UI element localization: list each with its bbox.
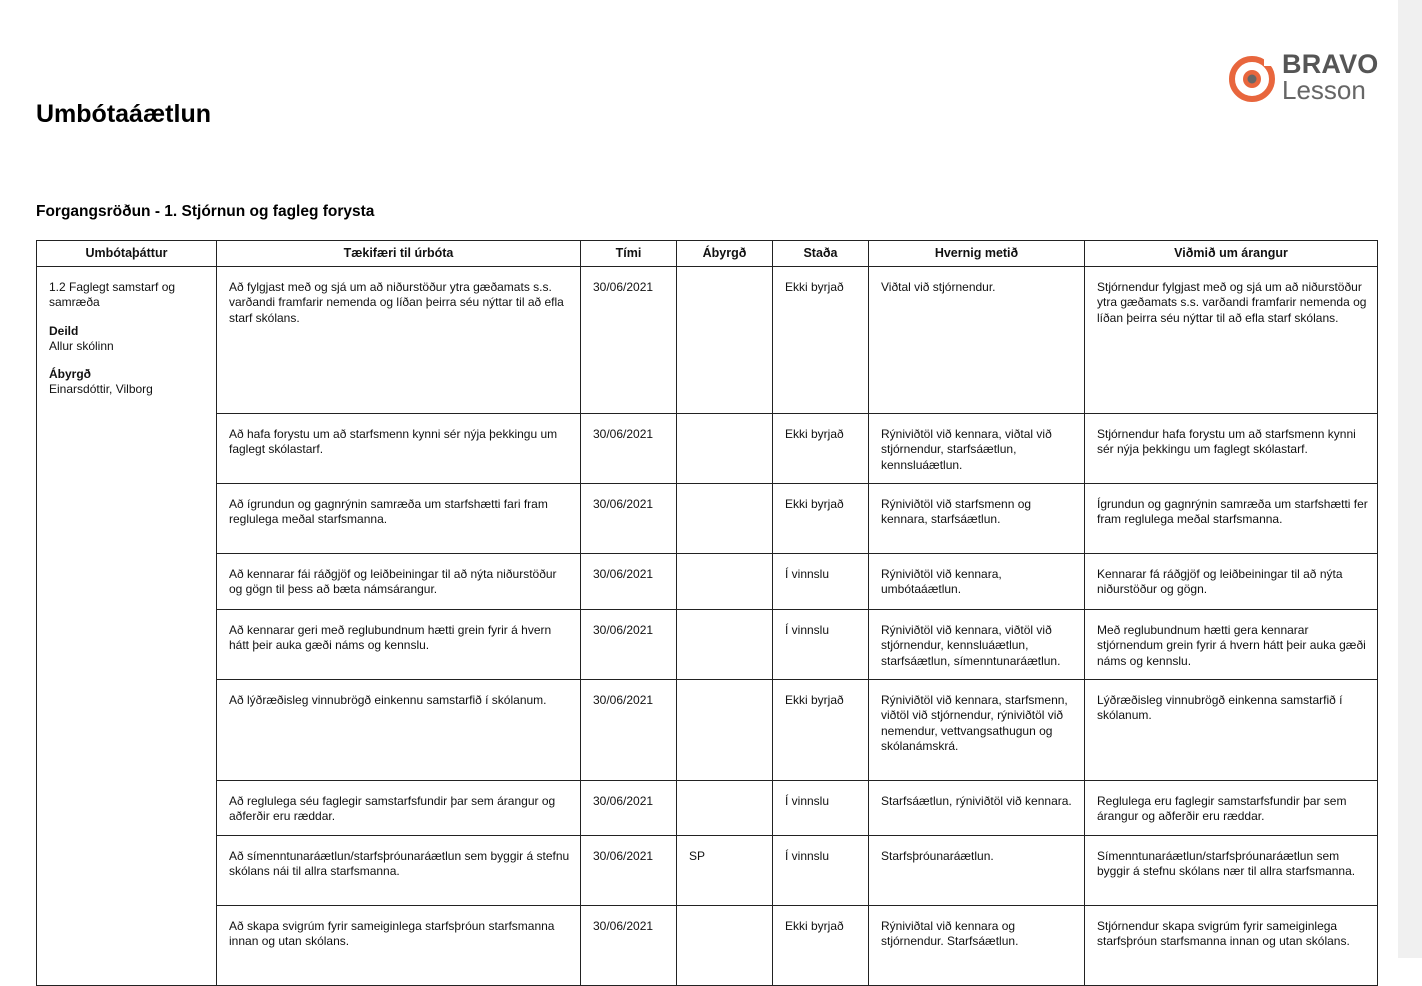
status-cell: Ekki byrjað xyxy=(773,267,869,414)
responsible-cell xyxy=(677,781,773,836)
time-cell: 30/06/2021 xyxy=(581,414,677,484)
responsible-cell xyxy=(677,414,773,484)
eye-icon xyxy=(1228,53,1278,103)
responsibility-label: Ábyrgð xyxy=(49,367,91,382)
status-cell: Í vinnslu xyxy=(773,836,869,906)
evaluation-cell: Rýniviðtöl við kennara, viðtöl við stjórnendur, kennsluáætlun, starfsáætlun, símenntunaráætlun. xyxy=(869,610,1085,680)
table-row xyxy=(37,610,1378,680)
criteria-cell: Stjórnendur fylgjast með og sjá um að niðurstöður ytra gæðamats s.s. varðandi framfarir nemenda og líðan þeirra séu nýttar til að efla starf skólans. xyxy=(1085,267,1378,414)
opportunity-cell: Að skapa svigrúm fyrir sameiginlega starfsþróun starfsmanna innan og utan skólans. xyxy=(217,906,581,986)
table-row xyxy=(37,414,1378,484)
evaluation-cell: Rýniviðtöl við kennara, starfsmenn, viðtöl við stjórnendur, rýniviðtöl við nemendur, vettvangsathugun og skólanámskrá. xyxy=(869,680,1085,781)
column-header: Viðmið um árangur xyxy=(1085,241,1378,267)
criteria-cell: Kennarar fá ráðgjöf og leiðbeiningar til að nýta niðurstöður og gögn. xyxy=(1085,554,1378,610)
opportunity-cell: Að kennarar geri með reglubundnum hætti grein fyrir á hvern hátt þeir auka gæði náms og kennslu. xyxy=(217,610,581,680)
time-cell: 30/06/2021 xyxy=(581,906,677,986)
criteria-cell: Stjórnendur hafa forystu um að starfsmenn kynni sér nýja þekkingu um faglegt skólastarf. xyxy=(1085,414,1378,484)
evaluation-cell: Viðtal við stjórnendur. xyxy=(869,267,1085,414)
status-cell: Ekki byrjað xyxy=(773,414,869,484)
criteria-cell: Stjórnendur skapa svigrúm fyrir sameiginlega starfsþróun starfsmanna innan og utan skólans. xyxy=(1085,906,1378,986)
department-label: Deild xyxy=(49,323,79,338)
time-cell: 30/06/2021 xyxy=(581,836,677,906)
time-cell: 30/06/2021 xyxy=(581,267,677,414)
logo-wordmark-top: BRAVO xyxy=(1282,49,1379,79)
status-cell: Ekki byrjað xyxy=(773,906,869,986)
evaluation-cell: Rýniviðtöl við kennara, viðtal við stjórnendur, starfsáætlun, kennsluáætlun. xyxy=(869,414,1085,484)
time-cell: 30/06/2021 xyxy=(581,781,677,836)
responsible-cell: SP xyxy=(677,836,773,906)
responsible-cell xyxy=(677,554,773,610)
column-header: Hvernig metið xyxy=(869,241,1085,267)
criteria-cell: Lýðræðisleg vinnubrögð einkenna samstarfið í skólanum. xyxy=(1085,680,1378,781)
responsible-cell xyxy=(677,680,773,781)
document-title: Umbótaáætlun xyxy=(36,100,211,128)
department-value: Allur skólinn xyxy=(49,338,114,353)
criteria-cell: Reglulega eru faglegir samstarfsfundir þar sem árangur og aðferðir eru ræddar. xyxy=(1085,781,1378,836)
criteria-cell: Með reglubundnum hætti gera kennarar stjórnendum grein fyrir á hvern hátt þeir auka gæði náms og kennslu. xyxy=(1085,610,1378,680)
table-row xyxy=(37,836,1378,906)
table-row xyxy=(37,554,1378,610)
column-header: Tími xyxy=(581,241,677,267)
column-header: Ábyrgð xyxy=(677,241,773,267)
status-cell: Ekki byrjað xyxy=(773,484,869,554)
section-title: Forgangsröðun - 1. Stjórnun og fagleg forysta xyxy=(36,203,375,220)
status-cell: Í vinnslu xyxy=(773,781,869,836)
opportunity-cell: Að reglulega séu faglegir samstarfsfundir þar sem árangur og aðferðir eru ræddar. xyxy=(217,781,581,836)
opportunity-cell: Að hafa forystu um að starfsmenn kynni sér nýja þekkingu um faglegt skólastarf. xyxy=(217,414,581,484)
criteria-cell: Ígrundun og gagnrýnin samræða um starfshætti fer fram reglulega meðal starfsmanna. xyxy=(1085,484,1378,554)
time-cell: 30/06/2021 xyxy=(581,554,677,610)
table-header-row xyxy=(37,241,1378,267)
evaluation-cell: Starfsþróunaráætlun. xyxy=(869,836,1085,906)
criteria-cell: Símenntunaráætlun/starfsþróunaráætlun sem byggir á stefnu skólans nær til allra starfsmanna. xyxy=(1085,836,1378,906)
status-cell: Í vinnslu xyxy=(773,610,869,680)
status-cell: Í vinnslu xyxy=(773,554,869,610)
column-header: Staða xyxy=(773,241,869,267)
logo-wordmark-bottom: Lesson xyxy=(1282,75,1366,105)
evaluation-cell: Rýniviðtöl við kennara, umbótaáætlun. xyxy=(869,554,1085,610)
opportunity-cell: Að fylgjast með og sjá um að niðurstöður ytra gæðamats s.s. varðandi framfarir nemenda og líðan þeirra séu nýttar til að efla starf skólans. xyxy=(217,267,581,414)
time-cell: 30/06/2021 xyxy=(581,484,677,554)
responsible-cell xyxy=(677,484,773,554)
responsibility-value: Einarsdóttir, Vilborg xyxy=(49,382,153,397)
table-row xyxy=(37,680,1378,781)
evaluation-cell: Rýniviðtal við kennara og stjórnendur. Starfsáætlun. xyxy=(869,906,1085,986)
improvement-factor-cell xyxy=(37,267,217,986)
opportunity-cell: Að símenntunaráætlun/starfsþróunaráætlun sem byggir á stefnu skólans nái til allra starfsmanna. xyxy=(217,836,581,906)
opportunity-cell: Að kennarar fái ráðgjöf og leiðbeiningar til að nýta niðurstöður og gögn til þess að bæta námsárangur. xyxy=(217,554,581,610)
time-cell: 30/06/2021 xyxy=(581,610,677,680)
page-edge xyxy=(1398,0,1422,958)
responsible-cell xyxy=(677,267,773,414)
column-header: Tækifæri til úrbóta xyxy=(217,241,581,267)
opportunity-cell: Að ígrundun og gagnrýnin samræða um starfshætti fari fram reglulega meðal starfsmanna. xyxy=(217,484,581,554)
evaluation-cell: Rýniviðtöl við starfsmenn og kennara, starfsáætlun. xyxy=(869,484,1085,554)
table-row xyxy=(37,267,1378,414)
status-cell: Ekki byrjað xyxy=(773,680,869,781)
improvement-plan-table xyxy=(36,240,1378,986)
factor-name: 1.2 Faglegt samstarf og samræða xyxy=(49,280,176,310)
table-row xyxy=(37,906,1378,986)
table-row xyxy=(37,484,1378,554)
responsible-cell xyxy=(677,906,773,986)
column-header: Umbótaþáttur xyxy=(37,241,217,267)
evaluation-cell: Starfsáætlun, rýniviðtöl við kennara. xyxy=(869,781,1085,836)
opportunity-cell: Að lýðræðisleg vinnubrögð einkennu samstarfið í skólanum. xyxy=(217,680,581,781)
time-cell: 30/06/2021 xyxy=(581,680,677,781)
responsible-cell xyxy=(677,610,773,680)
table-row xyxy=(37,781,1378,836)
bravo-lesson-logo xyxy=(1228,49,1388,105)
